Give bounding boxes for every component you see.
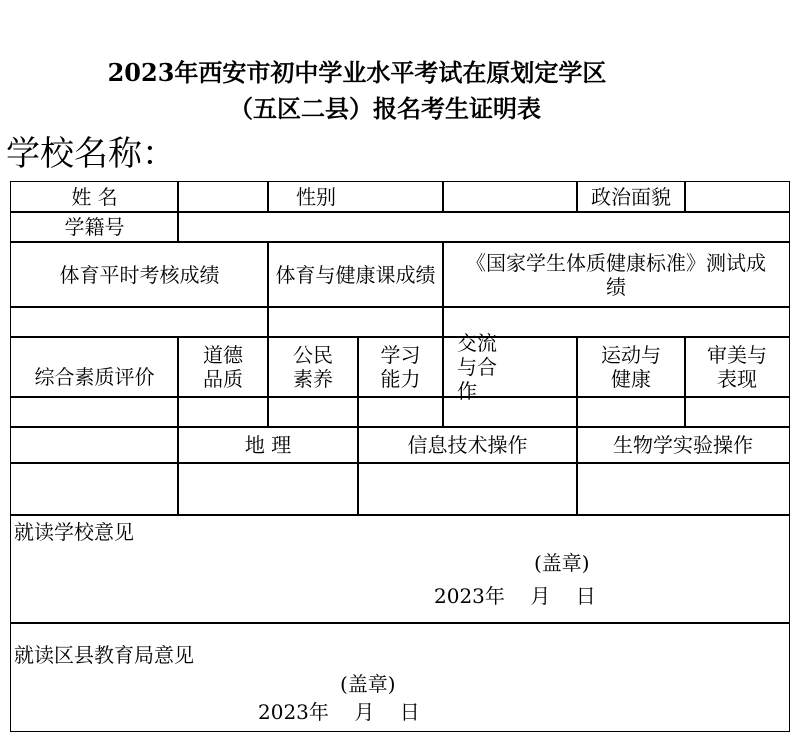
student-id-field[interactable] bbox=[177, 211, 790, 243]
moral-label: 道德品质 bbox=[177, 336, 269, 398]
comprehensive-field[interactable] bbox=[10, 396, 179, 428]
biology-lab-field[interactable] bbox=[576, 462, 790, 516]
school-opinion-label: 就读学校意见 bbox=[14, 520, 134, 544]
district-date: 2023年 月 日 bbox=[258, 700, 420, 724]
citizen-label: 公民素养 bbox=[267, 336, 359, 398]
pe-course-label: 体育与健康课成绩 bbox=[267, 241, 444, 308]
communication-label: 交流与合作 bbox=[442, 336, 578, 398]
pe-routine-label: 体育平时考核成绩 bbox=[10, 241, 269, 308]
gender-field[interactable] bbox=[442, 181, 578, 213]
exam-blank-field bbox=[10, 462, 179, 516]
gender-label: 性别 bbox=[267, 181, 444, 213]
aesthetic-field[interactable] bbox=[684, 396, 790, 428]
sports-label: 运动与健康 bbox=[576, 336, 686, 398]
learning-field[interactable] bbox=[357, 396, 444, 428]
name-label: 姓 名 bbox=[10, 181, 179, 213]
school-date: 2023年 月 日 bbox=[434, 584, 596, 608]
school-name-label: 学校名称： bbox=[6, 134, 176, 174]
pe-routine-field[interactable] bbox=[10, 306, 269, 338]
it-operation-label: 信息技术操作 bbox=[357, 426, 578, 464]
district-stamp: (盖章) bbox=[340, 672, 396, 696]
fitness-standard-label: 《国家学生体质健康标准》测试成绩 bbox=[442, 241, 790, 308]
biology-lab-label: 生物学实验操作 bbox=[576, 426, 790, 464]
sports-field[interactable] bbox=[576, 396, 686, 428]
aesthetic-label: 审美与表现 bbox=[684, 336, 790, 398]
comprehensive-label: 综合素质评价 bbox=[10, 336, 179, 398]
document-title-line1: 2023年西安市初中学业水平考试在原划定学区 bbox=[107, 58, 607, 87]
student-id-label: 学籍号 bbox=[10, 211, 179, 243]
exam-blank-label bbox=[10, 426, 179, 464]
district-opinion-label: 就读区县教育局意见 bbox=[14, 643, 194, 667]
geography-field[interactable] bbox=[177, 462, 359, 516]
learning-label: 学习能力 bbox=[357, 336, 444, 398]
political-label: 政治面貌 bbox=[576, 181, 686, 213]
document-title-line2: （五区二县）报名考生证明表 bbox=[229, 94, 541, 123]
political-field[interactable] bbox=[684, 181, 790, 213]
pe-course-field[interactable] bbox=[267, 306, 444, 338]
citizen-field[interactable] bbox=[267, 396, 359, 428]
name-field[interactable] bbox=[177, 181, 269, 213]
geography-label: 地 理 bbox=[177, 426, 359, 464]
school-stamp: (盖章) bbox=[534, 551, 590, 575]
moral-field[interactable] bbox=[177, 396, 269, 428]
communication-field[interactable] bbox=[442, 396, 578, 428]
it-operation-field[interactable] bbox=[357, 462, 578, 516]
